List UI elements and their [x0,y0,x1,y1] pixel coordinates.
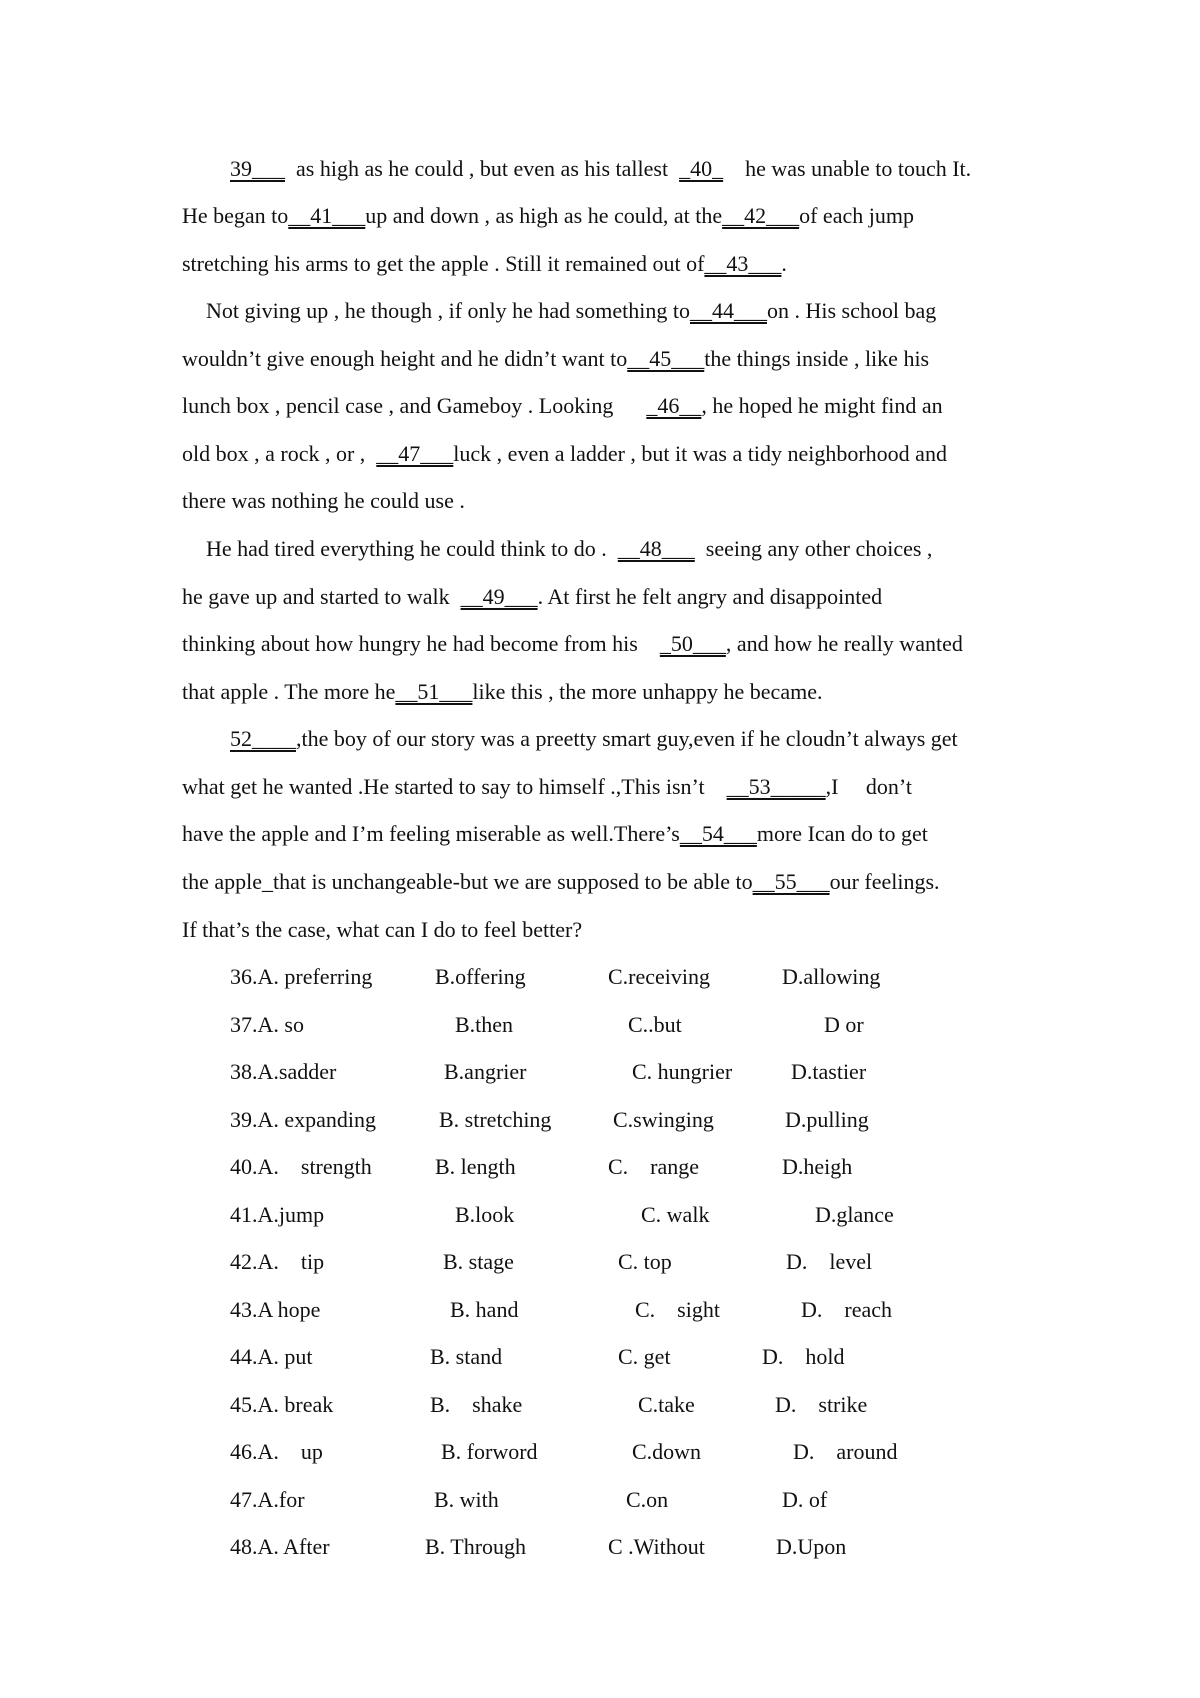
option-choice: D. of [782,1487,828,1512]
passage-text: like this , the more unhappy he became. [472,679,823,704]
passage-line [206,538,932,560]
passage-text: old box , a rock , or , [182,441,377,466]
option-choice: B. length [435,1154,516,1179]
passage-text: He had tired everything he could think to do . [206,536,618,561]
option-choice: C. top [618,1249,672,1274]
passage-text: have the apple and I’m feeling miserable as well.There’s [182,821,680,846]
passage-text: more Ican do to get [756,821,928,846]
option-choice: C. get [618,1344,671,1369]
blank-number: __51___ [395,679,473,704]
passage-line [182,395,943,417]
option-choice: C. sight [635,1297,720,1322]
option-choice: B. hand [450,1297,519,1322]
blank-number: __47___ [376,441,454,466]
blank-number: __44___ [689,298,767,323]
passage-text: he gave up and started to walk [182,584,461,609]
option-choice: C.receiving [608,964,711,989]
option-choice: B. stretching [439,1107,552,1132]
question-option-a: 40.A. strength [230,1154,372,1179]
question-option-a: 36.A. preferring [230,964,373,989]
blank-number: __41___ [288,203,366,228]
option-choice: B. Through [425,1534,527,1559]
passage-text: thinking about how hungry he had become from his [182,631,660,656]
passage-line [182,776,912,798]
option-choice: C .Without [608,1534,705,1559]
passage-text: stretching his arms to get the apple . Still it remained out of [182,251,705,276]
option-choice: D. around [793,1439,898,1464]
option-choice: B.look [455,1202,515,1227]
question-option-a: 37.A. so [230,1012,304,1037]
passage-line [206,300,936,322]
blank-number: __48___ [617,536,695,561]
option-choice: D.allowing [782,964,881,989]
blank-number: __45___ [627,346,705,371]
option-choice: D. reach [801,1297,893,1322]
blank-number: __55___ [752,869,830,894]
question-option-a: 43.A hope [230,1297,321,1322]
option-choice: C.on [626,1487,669,1512]
blank-number: __53_____ [726,774,826,799]
passage-text: the things inside , like his [704,346,930,371]
passage-text: He began to [182,203,289,228]
option-choice: D.tastier [791,1059,867,1084]
passage-text: up and down , as high as he could, at the [365,203,723,228]
passage-text: what get he wanted .He started to say to himself .,This isn’t [182,774,727,799]
option-choice: D.pulling [785,1107,869,1132]
passage-line [230,728,958,750]
passage-line [182,586,882,608]
question-option-a: 42.A. tip [230,1249,325,1274]
passage-text: on . His school bag [766,298,937,323]
question-option-a: 39.A. expanding [230,1107,377,1132]
question-option-a: 47.A.for [230,1487,305,1512]
blank-number: _40_ [679,156,724,181]
passage-line [182,919,582,941]
passage-text: , and how he really wanted [725,631,963,656]
passage-line [182,253,787,275]
option-choice: C..but [628,1012,682,1037]
option-choice: B. with [434,1487,499,1512]
passage-text: seeing any other choices , [694,536,933,561]
question-option-a: 45.A. break [230,1392,334,1417]
option-choice: D. level [786,1249,873,1274]
question-option-a: 44.A. put [230,1344,313,1369]
option-choice: C.swinging [613,1107,714,1132]
passage-line [230,158,971,180]
option-choice: D or [824,1012,864,1037]
passage-text: he was unable to touch It. [723,156,972,181]
passage-text: . At first he felt angry and disappointed [537,584,883,609]
passage-text: Not giving up , he though , if only he had something to [206,298,690,323]
passage-text: the apple_that is unchangeable-but we are supposed to be able to [182,869,753,894]
option-choice: B. shake [430,1392,523,1417]
blank-number: 52____ [230,726,296,751]
option-choice: D.Upon [776,1534,847,1559]
option-choice: B.then [455,1012,514,1037]
option-choice: D. hold [762,1344,845,1369]
blank-number: __54___ [679,821,757,846]
passage-text: of each jump [799,203,914,228]
passage-line [182,205,914,227]
blank-number: __42___ [722,203,800,228]
option-choice: B. stand [430,1344,503,1369]
option-choice: B.angrier [444,1059,527,1084]
passage-text: If that’s the case, what can I do to feel better? [182,917,583,942]
passage-text: , he hoped he might find an [701,393,943,418]
passage-text: wouldn’t give enough height and he didn’t want to [182,346,628,371]
option-choice: D.heigh [782,1154,853,1179]
passage-text: that apple . The more he [182,679,396,704]
blank-number: 39___ [230,156,285,181]
blank-number: _50___ [659,631,726,656]
question-option-a: 48.A. After [230,1534,330,1559]
question-option-a: 46.A. up [230,1439,323,1464]
passage-line [182,681,822,703]
option-choice: B.offering [435,964,526,989]
passage-text: as high as he could , but even as his tallest [285,156,680,181]
option-choice: C.take [638,1392,695,1417]
option-choice: C. range [608,1154,700,1179]
passage-text: our feelings. [829,869,940,894]
option-choice: B. stage [443,1249,514,1274]
passage-text: lunch box , pencil case , and Gameboy . Looking [182,393,647,418]
passage-text: ,I don’t [825,774,912,799]
passage-line [182,633,963,655]
passage-text: . [781,251,787,276]
blank-number: __49___ [460,584,538,609]
passage-line [182,823,928,845]
question-option-a: 38.A.sadder [230,1059,337,1084]
option-choice: D.glance [815,1202,894,1227]
option-choice: C. walk [641,1202,710,1227]
passage-line [182,871,940,893]
passage-text: there was nothing he could use . [182,488,465,513]
passage-text: luck , even a ladder , but it was a tidy neighborhood and [453,441,947,466]
blank-number: _46__ [646,393,702,418]
blank-number: __43___ [704,251,782,276]
option-choice: C.down [632,1439,702,1464]
passage-line [182,348,929,370]
question-option-a: 41.A.jump [230,1202,325,1227]
passage-line [182,490,465,512]
passage-text: ,the boy of our story was a preetty smart guy,even if he cloudn’t always get [296,726,958,751]
passage-line [182,443,947,465]
option-choice: D. strike [775,1392,868,1417]
option-choice: C. hungrier [632,1059,733,1084]
option-choice: B. forword [441,1439,538,1464]
